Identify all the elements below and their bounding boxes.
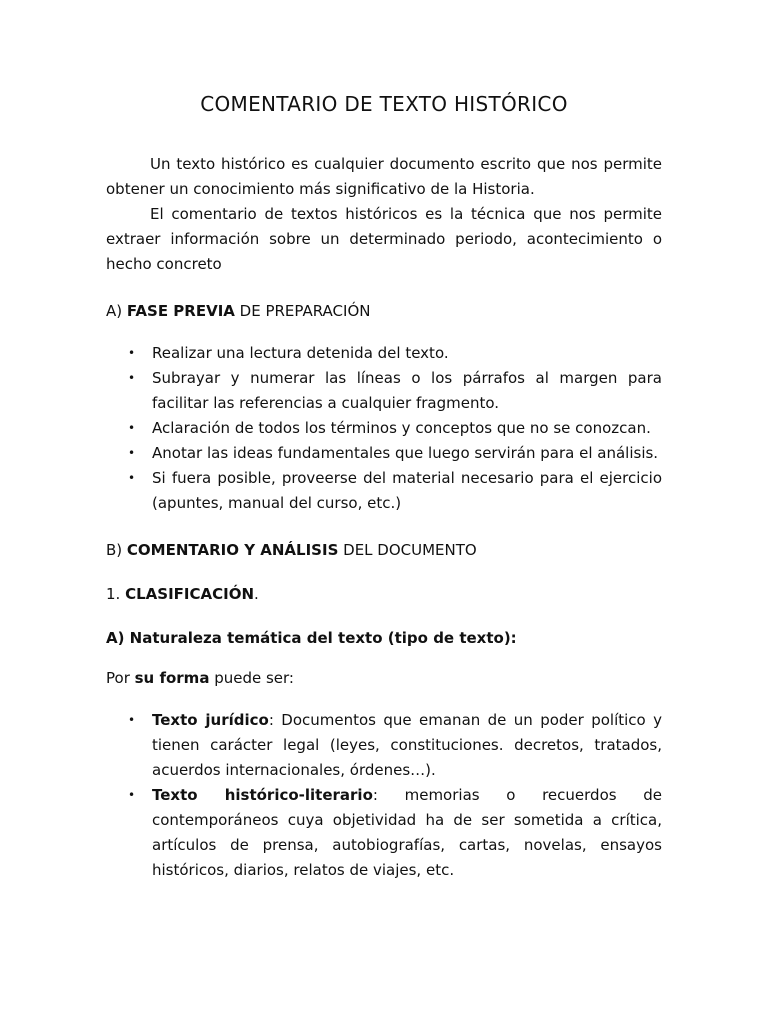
section-a-prefix: A) bbox=[106, 302, 127, 320]
section-a-bold: FASE PREVIA bbox=[126, 302, 235, 320]
section-a-heading bbox=[106, 301, 662, 321]
term-historico-literario: Texto histórico-literario bbox=[152, 786, 373, 804]
list-item bbox=[106, 416, 662, 441]
list-item bbox=[106, 366, 662, 416]
section-b-bold: COMENTARIO Y ANÁLISIS bbox=[126, 541, 339, 559]
intro-paragraph-2: El comentario de textos históricos es la técnica que nos permite extraer información sobre un determinado periodo, acontecimiento o hecho concreto bbox=[106, 205, 662, 273]
forma-list bbox=[106, 708, 662, 883]
bullet-icon: • bbox=[128, 421, 136, 435]
section-a-suffix: DE PREPARACIÓN bbox=[234, 302, 371, 320]
document-title: COMENTARIO DE TEXTO HISTÓRICO bbox=[200, 92, 568, 116]
list-item-text: Aclaración de todos los términos y conceptos que no se conozcan. bbox=[152, 419, 651, 437]
clasificacion-suffix: . bbox=[254, 585, 259, 603]
naturaleza-heading bbox=[106, 628, 662, 648]
naturaleza-text: A) Naturaleza temática del texto (tipo de texto): bbox=[106, 629, 517, 647]
section-b-heading bbox=[106, 540, 662, 560]
bullet-icon: • bbox=[128, 371, 136, 385]
forma-prefix: Por bbox=[106, 669, 135, 687]
list-item bbox=[106, 708, 662, 783]
forma-suffix: puede ser: bbox=[209, 669, 294, 687]
list-item-text bbox=[152, 786, 662, 879]
preparation-list bbox=[106, 341, 662, 516]
bullet-icon: • bbox=[128, 713, 136, 727]
document-page bbox=[106, 92, 662, 883]
definition-historico-literario: : memorias o recuerdos de contemporáneos cuya objetividad ha de ser sometida a crítica, artículos de prensa, autobiografías, cartas, novelas, ensayos históricos, diarios, relatos de viajes, etc. bbox=[152, 786, 662, 879]
bullet-icon: • bbox=[128, 471, 136, 485]
forma-bold: su forma bbox=[134, 669, 210, 687]
list-item bbox=[106, 466, 662, 516]
bullet-icon: • bbox=[128, 788, 136, 802]
clasificacion-bold: CLASIFICACIÓN bbox=[125, 585, 254, 603]
forma-intro bbox=[106, 668, 662, 688]
term-juridico: Texto jurídico bbox=[152, 711, 269, 729]
list-item-text: Subrayar y numerar las líneas o los párrafos al margen para facilitar las referencias a cualquier fragmento. bbox=[152, 369, 662, 412]
list-item-text: Realizar una lectura detenida del texto. bbox=[152, 344, 449, 362]
intro-paragraph-1: Un texto histórico es cualquier documento escrito que nos permite obtener un conocimiento más significativo de la Historia. bbox=[106, 155, 662, 198]
list-item-text: Anotar las ideas fundamentales que luego servirán para el análisis. bbox=[152, 444, 659, 462]
list-item bbox=[106, 783, 662, 883]
clasificacion-heading bbox=[106, 584, 662, 604]
bullet-icon: • bbox=[128, 446, 136, 460]
bullet-icon: • bbox=[128, 346, 136, 360]
list-item bbox=[106, 441, 662, 466]
section-b-prefix: B) bbox=[106, 541, 127, 559]
section-b-suffix: DEL DOCUMENTO bbox=[338, 541, 477, 559]
list-item bbox=[106, 341, 662, 366]
clasificacion-prefix: 1. bbox=[106, 585, 126, 603]
list-item-text: Si fuera posible, proveerse del material necesario para el ejercicio (apuntes, manual del curso, etc.) bbox=[152, 469, 662, 512]
list-item-text bbox=[152, 711, 662, 779]
definition-juridico: : Documentos que emanan de un poder político y tienen carácter legal (leyes, constituciones. decretos, tratados, acuerdos internacionales, órdenes…). bbox=[152, 711, 662, 779]
